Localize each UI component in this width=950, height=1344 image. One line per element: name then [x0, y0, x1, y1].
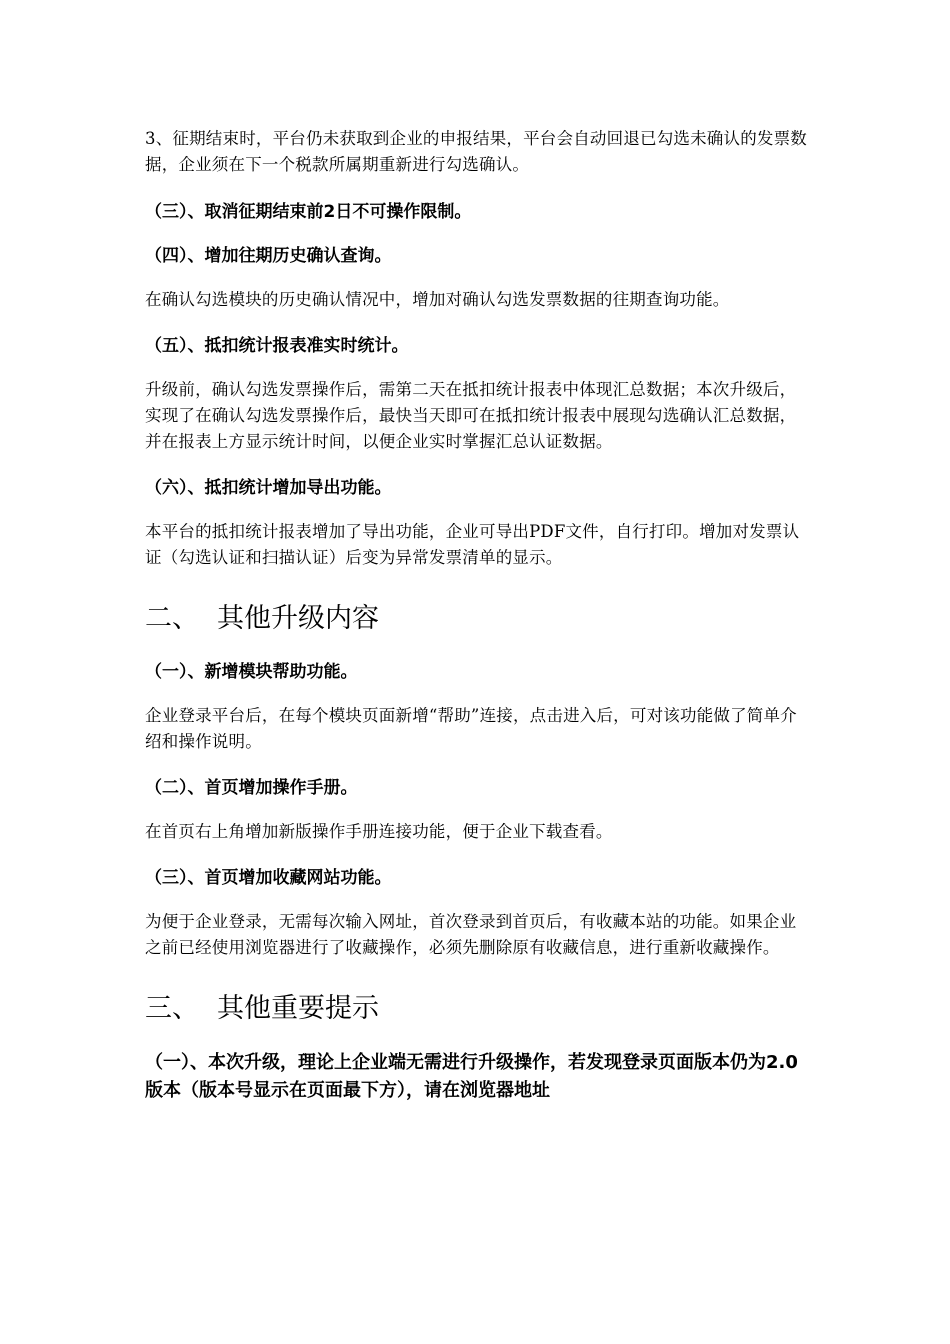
section-title: 其他升级内容: [217, 603, 379, 634]
subheading-realtime-stats: （五）、抵扣统计报表准实时统计。: [145, 336, 409, 356]
subheading-history-query: （四）、增加往期历史确认查询。: [145, 246, 392, 266]
section-heading-other-upgrades: [145, 601, 810, 637]
paragraph-realtime-stats: 升级前，确认勾选发票操作后，需第二天在抵扣统计报表中体现汇总数据；本次升级后，实现了在确认勾选发票操作后，最快当天即可在抵扣统计报表中展现勾选确认汇总数据，并在报表上方显示统计时间，以便企业实时掌握汇总认证数据。: [145, 380, 797, 451]
section-number: 二、: [145, 603, 199, 634]
paragraph-auto-rollback: 3、征期结束时，平台仍未获取到企业的申报结果，平台会自动回退已勾选未确认的发票数据，企业须在下一个税款所属期重新进行勾选确认。: [145, 129, 807, 174]
document-page: [145, 126, 810, 1105]
subheading-upgrade-note: （一）、本次升级，理论上企业端无需进行升级操作，若发现登录页面版本仍为2.0版本（版本号显示在页面最下方），请在浏览器地址: [145, 1052, 798, 1101]
section-number: 三、: [145, 993, 199, 1024]
subheading-manual: （二）、首页增加操作手册。: [145, 778, 358, 798]
subheading-favorites: （三）、首页增加收藏网站功能。: [145, 868, 392, 888]
section-heading-important-notes: [145, 991, 810, 1027]
paragraph-help: 企业登录平台后，在每个模块页面新增“帮助”连接，点击进入后，可对该功能做了简单介绍和操作说明。: [145, 706, 797, 751]
section-title: 其他重要提示: [217, 993, 379, 1024]
subheading-help: （一）、新增模块帮助功能。: [145, 662, 358, 682]
subheading-cancel-limit: （三）、取消征期结束前2日不可操作限制。: [145, 202, 472, 222]
paragraph-favorites: 为便于企业登录，无需每次输入网址，首次登录到首页后，有收藏本站的功能。如果企业之前已经使用浏览器进行了收藏操作，必须先删除原有收藏信息，进行重新收藏操作。: [145, 912, 797, 957]
paragraph-export: 本平台的抵扣统计报表增加了导出功能，企业可导出PDF文件，自行打印。增加对发票认证（勾选认证和扫描认证）后变为异常发票清单的显示。: [145, 522, 800, 567]
paragraph-manual: 在首页右上角增加新版操作手册连接功能，便于企业下载查看。: [145, 822, 613, 841]
paragraph-history-query: 在确认勾选模块的历史确认情况中，增加对确认勾选发票数据的往期查询功能。: [145, 290, 730, 309]
subheading-export: （六）、抵扣统计增加导出功能。: [145, 478, 392, 498]
